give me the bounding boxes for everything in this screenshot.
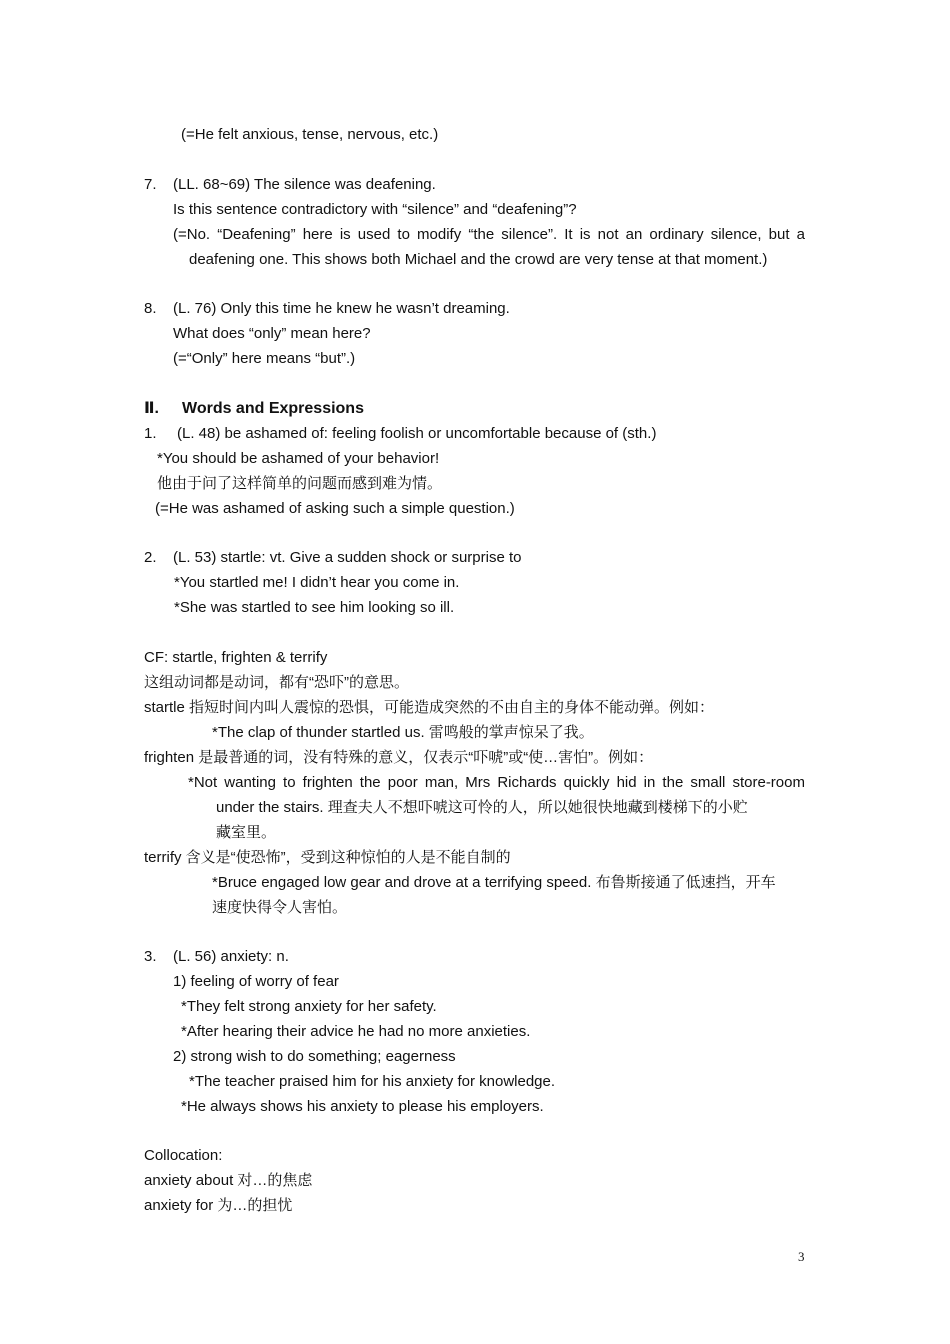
text-line: 1) feeling of worry of fear	[173, 973, 339, 990]
text-line: (LL. 68~69) The silence was deafening.	[173, 176, 436, 193]
list-number: 2.	[144, 549, 157, 566]
example-line: *Bruce engaged low gear and drove at a terrifying speed. 布鲁斯接通了低速挡，开车	[212, 874, 776, 891]
text-line: (=No. “Deafening” here is used to modify “the silence”. It is not an ordinary silence, but a	[173, 226, 805, 243]
text-line: startle 指短时间内叫人震惊的恐惧，可能造成突然的不由自主的身体不能动弹。例如：	[144, 699, 715, 716]
page-number: 3	[798, 1249, 805, 1264]
text-line: 2) strong wish to do something; eagerness	[173, 1048, 456, 1065]
list-number: 8.	[144, 300, 157, 317]
example-line: *After hearing their advice he had no more anxieties.	[181, 1023, 531, 1040]
text-line: Is this sentence contradictory with “silence” and “deafening”?	[173, 201, 577, 218]
text-line: (L. 56) anxiety: n.	[173, 948, 289, 965]
example-line: *They felt strong anxiety for her safety.	[181, 998, 437, 1015]
text-line: deafening one. This shows both Michael and the crowd are very tense at that moment.)	[189, 251, 768, 268]
list-number: 7.	[144, 176, 157, 193]
example-line: 他由于问了这样简单的问题而感到难为情。	[157, 475, 443, 492]
example-line: *You startled me! I didn’t hear you come in.	[174, 574, 460, 591]
example-line: under the stairs. 理查夫人不想吓唬这可怜的人，所以她很快地藏到楼梯下的小贮	[216, 799, 748, 816]
text-line: (L. 76) Only this time he knew he wasn’t dreaming.	[173, 300, 510, 317]
text-line: (=“Only” here means “but”.)	[173, 350, 356, 367]
example-line: *She was startled to see him looking so ill.	[174, 599, 455, 616]
text-line: 这组动词都是动词，都有“恐吓”的意思。	[144, 674, 409, 691]
example-line: (=He was ashamed of asking such a simple question.)	[155, 500, 515, 517]
text-line: frighten 是最普通的词，没有特殊的意义，仅表示“吓唬”或“使…害怕”。例如：	[144, 749, 654, 766]
text-line: (L. 48) be ashamed of: feeling foolish or uncomfortable because of (sth.)	[177, 425, 657, 442]
list-number: 3.	[144, 948, 157, 965]
example-line: *The teacher praised him for his anxiety for knowledge.	[189, 1073, 556, 1090]
text-line: anxiety about 对…的焦虑	[144, 1172, 313, 1189]
example-line: *Not wanting to frighten the poor man, Mrs Richards quickly hid in the small store-room	[188, 774, 805, 791]
text-line: (L. 53) startle: vt. Give a sudden shock or surprise to	[173, 549, 522, 566]
list-number: 1.	[144, 425, 157, 442]
example-line: *You should be ashamed of your behavior!	[157, 450, 440, 467]
example-line: 速度快得令人害怕。	[212, 899, 348, 916]
text-line: anxiety for 为…的担忧	[144, 1197, 293, 1214]
example-line: 藏室里。	[216, 824, 277, 841]
text-line: (=He felt anxious, tense, nervous, etc.)	[181, 126, 439, 143]
section-heading: Words and Expressions	[182, 400, 364, 417]
text-line: Collocation:	[144, 1147, 223, 1164]
text-line: CF: startle, frighten & terrify	[144, 649, 328, 666]
section-numeral: Ⅱ.	[144, 400, 159, 417]
text-line: What does “only” mean here?	[173, 325, 371, 342]
example-line: *The clap of thunder startled us. 雷鸣般的掌声惊呆了我。	[212, 724, 594, 741]
example-line: *He always shows his anxiety to please his employers.	[181, 1098, 544, 1115]
text-line: terrify 含义是“使恐怖”，受到这种惊怕的人是不能自制的	[144, 849, 511, 866]
